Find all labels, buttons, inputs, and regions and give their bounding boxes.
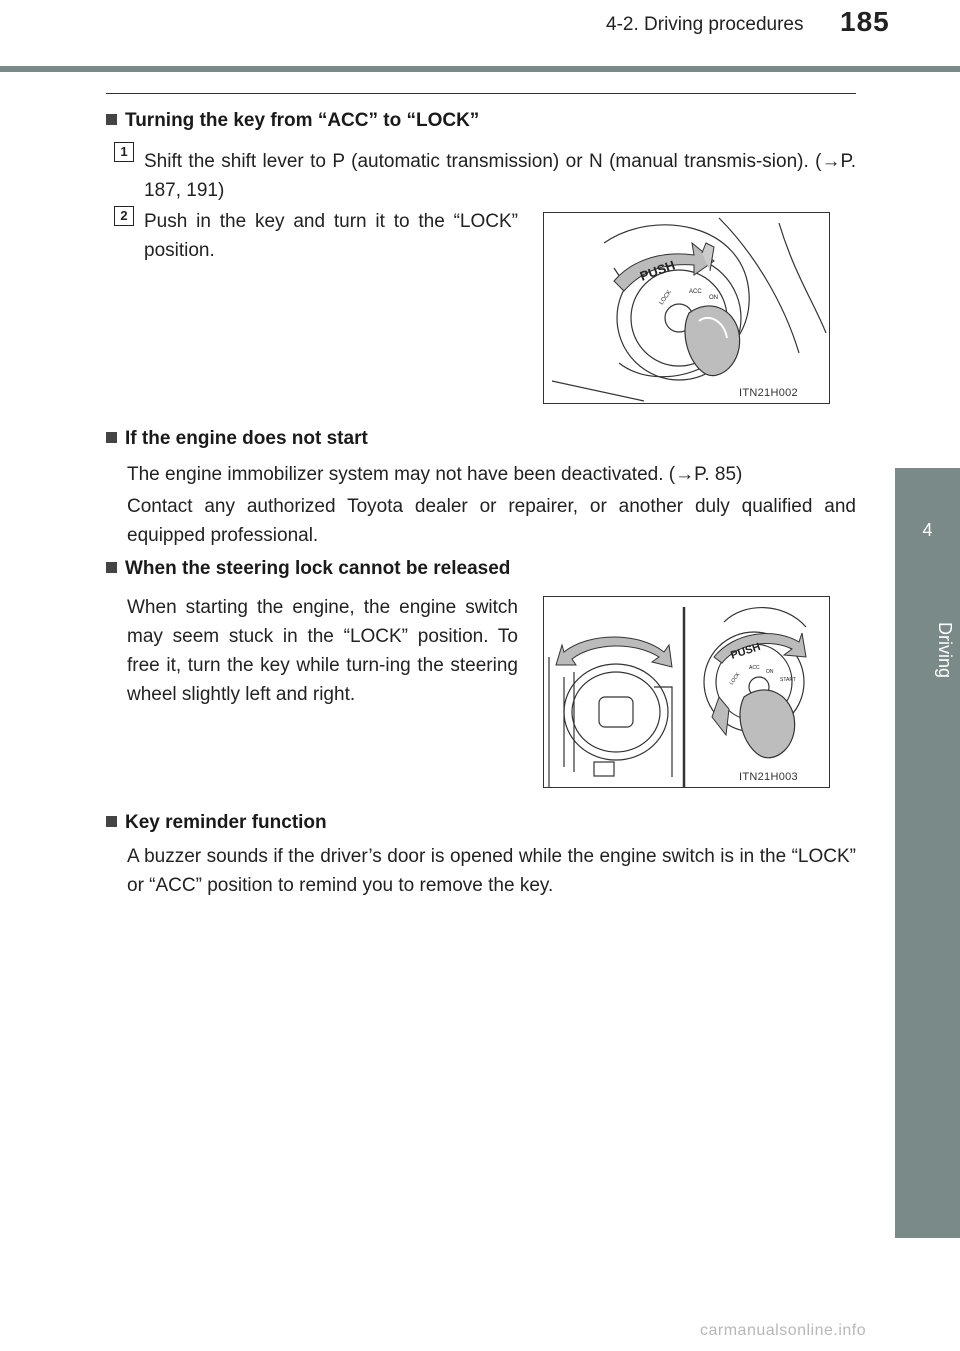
content-top-rule bbox=[106, 93, 856, 94]
step-2-text: Push in the key and turn it to the “LOCK” position. bbox=[144, 211, 518, 261]
heading-turning-key bbox=[106, 110, 479, 132]
heading-key-reminder bbox=[106, 812, 327, 834]
figure-code: ITN21H003 bbox=[739, 771, 798, 783]
header-rule bbox=[0, 66, 960, 72]
heading-square-icon bbox=[106, 816, 117, 827]
key-head-icon bbox=[685, 306, 740, 376]
page-header bbox=[0, 0, 960, 72]
footer-watermark: carmanualsonline.info bbox=[700, 1322, 867, 1339]
contact-dealer-text: Contact any authorized Toyota dealer or repairer, or another duly qualified and equipped professional. bbox=[127, 496, 856, 546]
step-2-badge: 2 bbox=[114, 206, 134, 226]
push-label: PUSH bbox=[729, 640, 762, 662]
ignition-key-figure bbox=[543, 212, 830, 404]
header-section-title: 4-2. Driving procedures bbox=[606, 14, 804, 35]
step-1-badge: 1 bbox=[114, 142, 134, 162]
chapter-side-tab bbox=[895, 468, 960, 1238]
figure-code: ITN21H002 bbox=[739, 387, 798, 399]
chapter-label: Driving bbox=[935, 621, 955, 678]
heading-steering-lock bbox=[106, 558, 510, 580]
key-reminder-text: A buzzer sounds if the driver’s door is opened while the engine switch is in the “LOCK” or “ACC” position to remind you to remove the key. bbox=[127, 846, 856, 896]
acc-label: ACC bbox=[689, 289, 702, 295]
lock-label: LOCK bbox=[728, 671, 742, 687]
key-head-icon bbox=[740, 690, 795, 758]
on-label: ON bbox=[766, 669, 774, 675]
push-arrow-icon bbox=[712, 697, 729, 735]
on-label: ON bbox=[709, 295, 718, 301]
heading-text: Turning the key from “ACC” to “LOCK” bbox=[125, 110, 480, 131]
page-number: 185 bbox=[840, 6, 890, 37]
rotate-arrow-icon bbox=[556, 637, 672, 667]
acc-label: ACC bbox=[749, 665, 760, 671]
heading-square-icon bbox=[106, 562, 117, 573]
heading-square-icon bbox=[106, 432, 117, 443]
immobilizer-text: The engine immobilizer system may not have been deactivated. (→P. 85) bbox=[127, 464, 743, 485]
start-label: START bbox=[780, 677, 796, 683]
heading-square-icon bbox=[106, 114, 117, 125]
steering-lock-text: When starting the engine, the engine switch may seem stuck in the “LOCK” position. To free it, turn the key while turn-ing the steering wheel slightly left and right. bbox=[127, 597, 518, 705]
push-label: PUSH bbox=[637, 257, 677, 284]
steering-wheel-illustration bbox=[544, 597, 831, 789]
heading-text: Key reminder function bbox=[125, 812, 327, 833]
heading-text: When the steering lock cannot be released bbox=[125, 558, 511, 579]
ignition-key-illustration bbox=[544, 213, 831, 405]
step-1-text: Shift the shift lever to P (automatic transmission) or N (manual transmis-sion). (→P. 187, 191) bbox=[144, 151, 856, 201]
chapter-number: 4 bbox=[922, 520, 933, 540]
heading-engine-not-start bbox=[106, 428, 368, 450]
heading-text: If the engine does not start bbox=[125, 428, 368, 449]
lock-label: LOCK bbox=[658, 289, 674, 307]
steering-wheel-figure bbox=[543, 596, 830, 788]
